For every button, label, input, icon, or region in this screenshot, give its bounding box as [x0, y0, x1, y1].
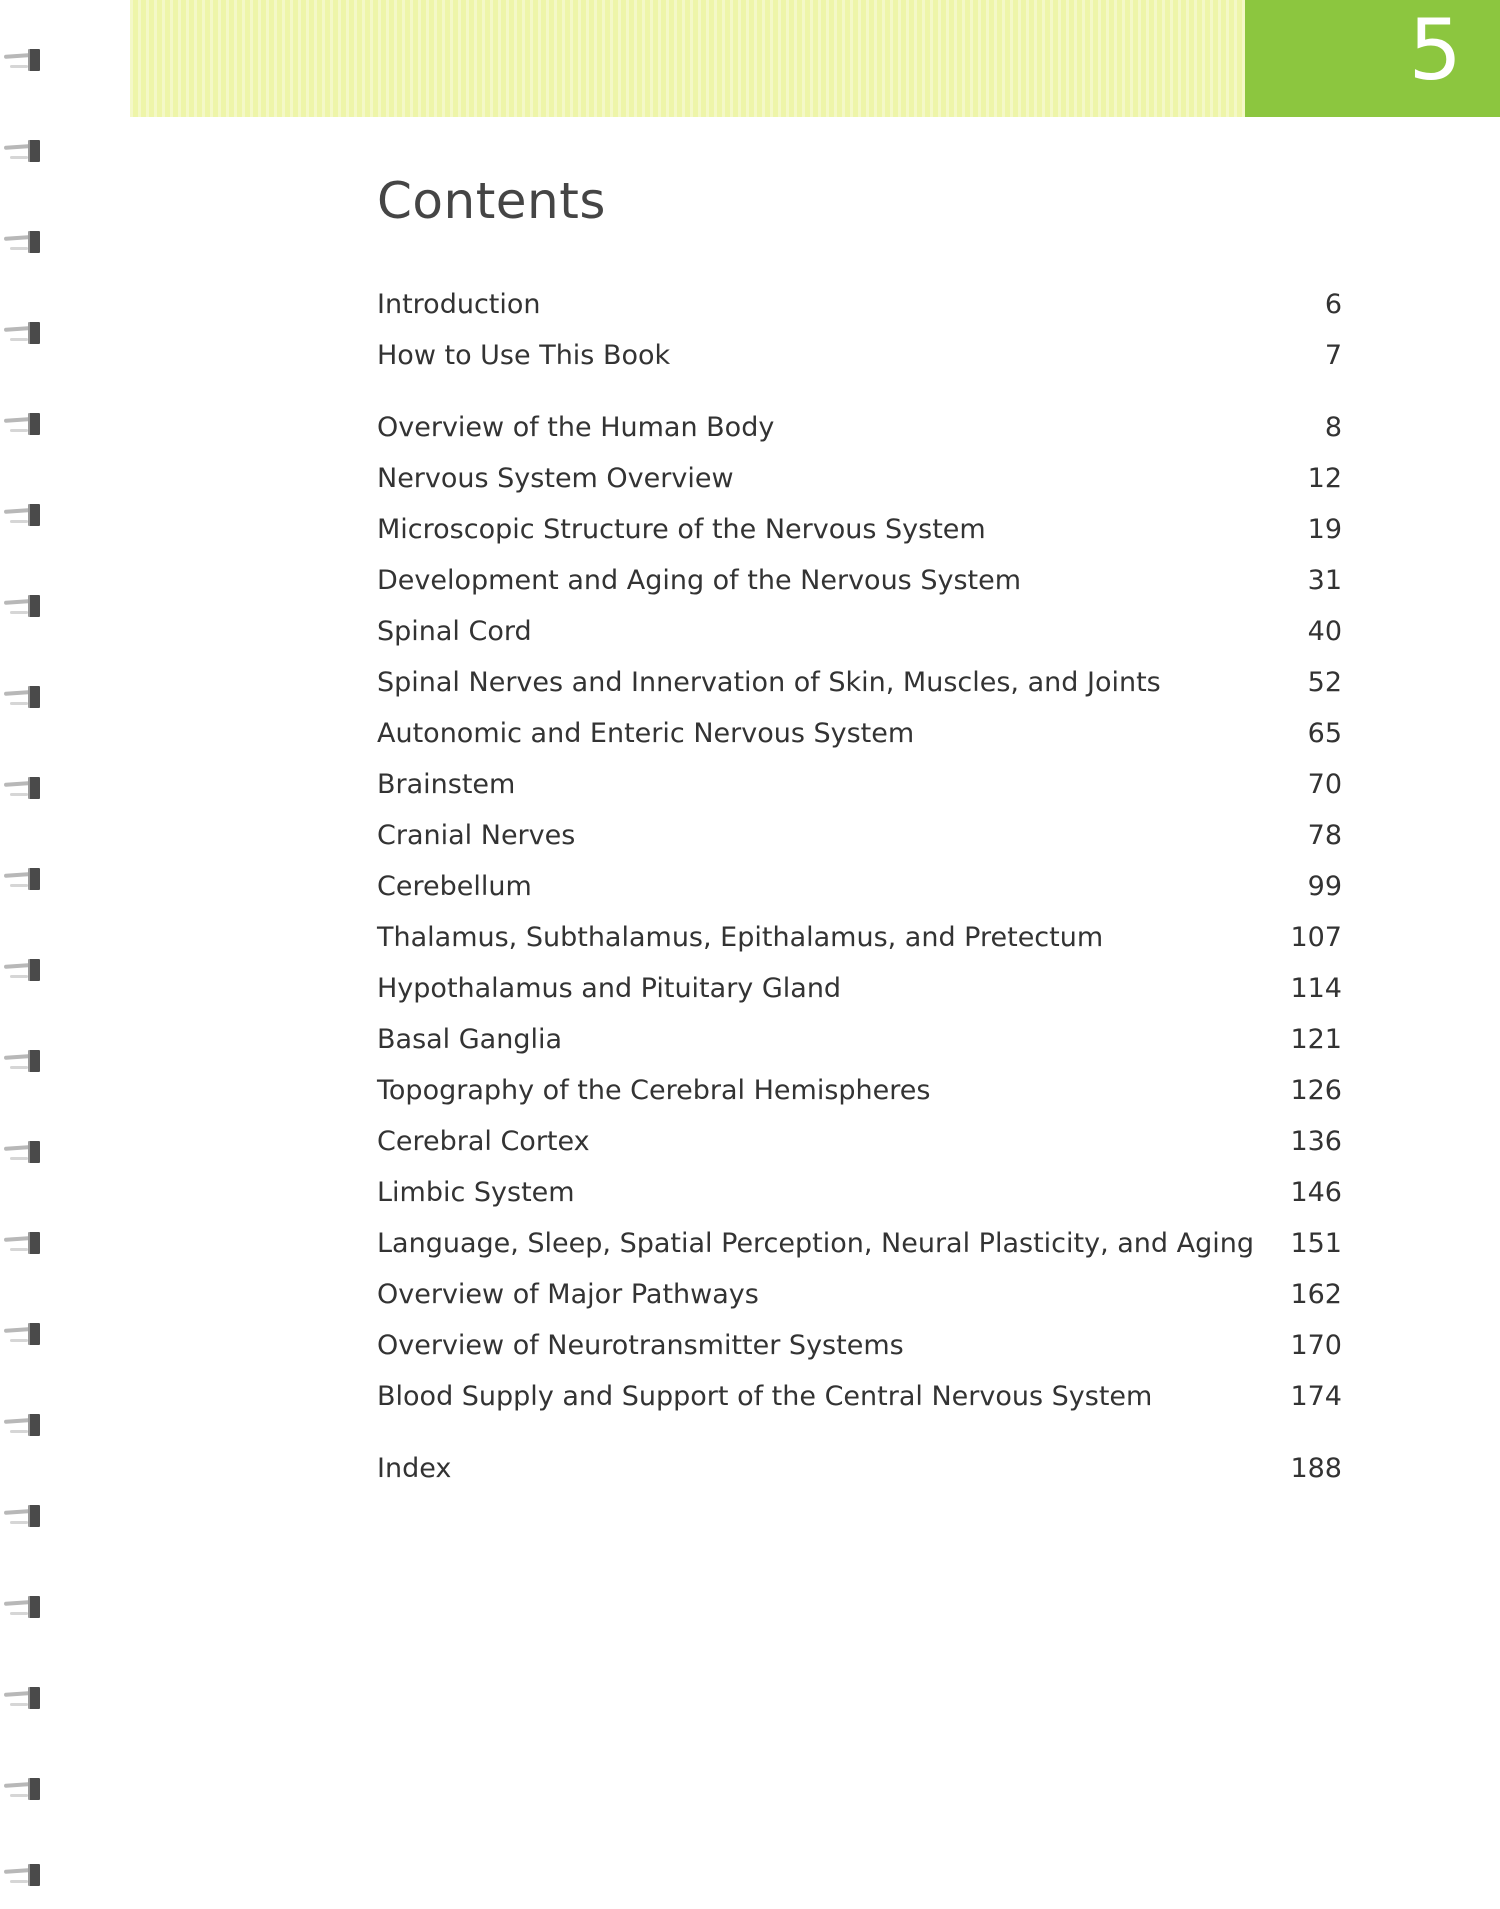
toc-entry-page: 52 [1307, 667, 1342, 698]
header-band [130, 0, 1245, 117]
toc-entry-title: Introduction [377, 289, 541, 320]
toc-entry-title: Blood Supply and Support of the Central Nervous System [377, 1381, 1153, 1412]
toc-entry[interactable] [377, 561, 1342, 601]
binding-coil [4, 500, 42, 530]
toc-entry[interactable] [377, 408, 1342, 448]
toc-entry-title: Overview of Neurotransmitter Systems [377, 1330, 904, 1361]
page-number: 5 [1408, 1, 1462, 99]
toc-entry-page: 170 [1290, 1330, 1342, 1361]
toc-entry[interactable] [377, 1173, 1342, 1213]
toc-entry-page: 151 [1290, 1228, 1342, 1259]
binding-coil [4, 318, 42, 348]
toc-entry-title: Basal Ganglia [377, 1024, 563, 1055]
binding-coil [4, 1860, 42, 1890]
toc-entry-page: 174 [1290, 1381, 1342, 1412]
toc-entry-page: 40 [1307, 616, 1342, 647]
toc-entry-title: Index [377, 1453, 452, 1484]
binding-coil [4, 1683, 42, 1713]
toc-entry-title: Microscopic Structure of the Nervous System [377, 514, 986, 545]
binding-coil [4, 1501, 42, 1531]
toc-entry-page: 107 [1290, 922, 1342, 953]
toc-entry[interactable] [377, 1326, 1342, 1366]
toc-entry-page: 114 [1290, 973, 1342, 1004]
toc-entry[interactable] [377, 765, 1342, 805]
toc-entry-title: Cerebral Cortex [377, 1126, 590, 1157]
binding-coil [4, 1228, 42, 1258]
toc-entry-title: Brainstem [377, 769, 516, 800]
toc-entry-page: 136 [1290, 1126, 1342, 1157]
toc-entry-title: Nervous System Overview [377, 463, 734, 494]
toc-entry-title: Spinal Nerves and Innervation of Skin, Muscles, and Joints [377, 667, 1161, 698]
toc-entry[interactable] [377, 612, 1342, 652]
toc-entry[interactable] [377, 816, 1342, 856]
toc-entry-title: Overview of Major Pathways [377, 1279, 759, 1310]
toc-entry-page: 12 [1307, 463, 1342, 494]
toc-entry[interactable] [377, 918, 1342, 958]
binding-coil [4, 773, 42, 803]
toc-entry-title: Cerebellum [377, 871, 532, 902]
toc-entry-title: Development and Aging of the Nervous System [377, 565, 1022, 596]
toc-entry-page: 19 [1307, 514, 1342, 545]
toc-entry[interactable] [377, 285, 1342, 325]
toc-entry-title: Topography of the Cerebral Hemispheres [377, 1075, 931, 1106]
toc-entry-page: 8 [1324, 412, 1342, 443]
toc-entry-index[interactable] [377, 1449, 1342, 1489]
binding-coil [4, 591, 42, 621]
toc-entry-page: 78 [1307, 820, 1342, 851]
toc-entry-page: 31 [1307, 565, 1342, 596]
toc-entry-page: 146 [1290, 1177, 1342, 1208]
toc-entry[interactable] [377, 336, 1342, 376]
toc-entry-page: 126 [1290, 1075, 1342, 1106]
binding-coil [4, 955, 42, 985]
toc-entry-title: Autonomic and Enteric Nervous System [377, 718, 915, 749]
toc-entry-title: Overview of the Human Body [377, 412, 775, 443]
toc-entry-title: Hypothalamus and Pituitary Gland [377, 973, 842, 1004]
page-title: Contents [377, 172, 606, 230]
toc-entry[interactable] [377, 1224, 1342, 1264]
toc-entry-page: 188 [1290, 1453, 1342, 1484]
toc-entry-title: How to Use This Book [377, 340, 671, 371]
toc-entry[interactable] [377, 1071, 1342, 1111]
toc-entry-title: Spinal Cord [377, 616, 532, 647]
toc-entry[interactable] [377, 1275, 1342, 1315]
binding-coil [4, 1774, 42, 1804]
toc-entry[interactable] [377, 1377, 1342, 1417]
toc-entry-title: Cranial Nerves [377, 820, 576, 851]
toc-entry-page: 121 [1290, 1024, 1342, 1055]
binding-coil [4, 1046, 42, 1076]
chapter-tab [1245, 0, 1500, 117]
toc-entry[interactable] [377, 1020, 1342, 1060]
toc-entry[interactable] [377, 510, 1342, 550]
binding-coil [4, 1410, 42, 1440]
toc-entry[interactable] [377, 663, 1342, 703]
toc-entry-page: 162 [1290, 1279, 1342, 1310]
binding-coil [4, 1319, 42, 1349]
toc-entry-page: 70 [1307, 769, 1342, 800]
toc-entry-title: Thalamus, Subthalamus, Epithalamus, and Pretectum [377, 922, 1104, 953]
binding-coil [4, 409, 42, 439]
toc-entry[interactable] [377, 1122, 1342, 1162]
binding-coil [4, 682, 42, 712]
toc-entry[interactable] [377, 969, 1342, 1009]
toc-entry[interactable] [377, 459, 1342, 499]
binding-coil [4, 45, 42, 75]
toc-entry[interactable] [377, 867, 1342, 907]
toc-entry-page: 6 [1324, 289, 1342, 320]
toc-entry-page: 99 [1307, 871, 1342, 902]
binding-coil [4, 864, 42, 894]
toc-entry-title: Limbic System [377, 1177, 575, 1208]
binding-coil [4, 136, 42, 166]
toc-entry-page: 7 [1324, 340, 1342, 371]
binding-coil [4, 227, 42, 257]
spiral-binding [0, 0, 60, 1909]
toc-entry-page: 65 [1307, 718, 1342, 749]
binding-coil [4, 1592, 42, 1622]
toc-entry[interactable] [377, 714, 1342, 754]
toc-entry-title: Language, Sleep, Spatial Perception, Neural Plasticity, and Aging [377, 1228, 1254, 1259]
binding-coil [4, 1137, 42, 1167]
